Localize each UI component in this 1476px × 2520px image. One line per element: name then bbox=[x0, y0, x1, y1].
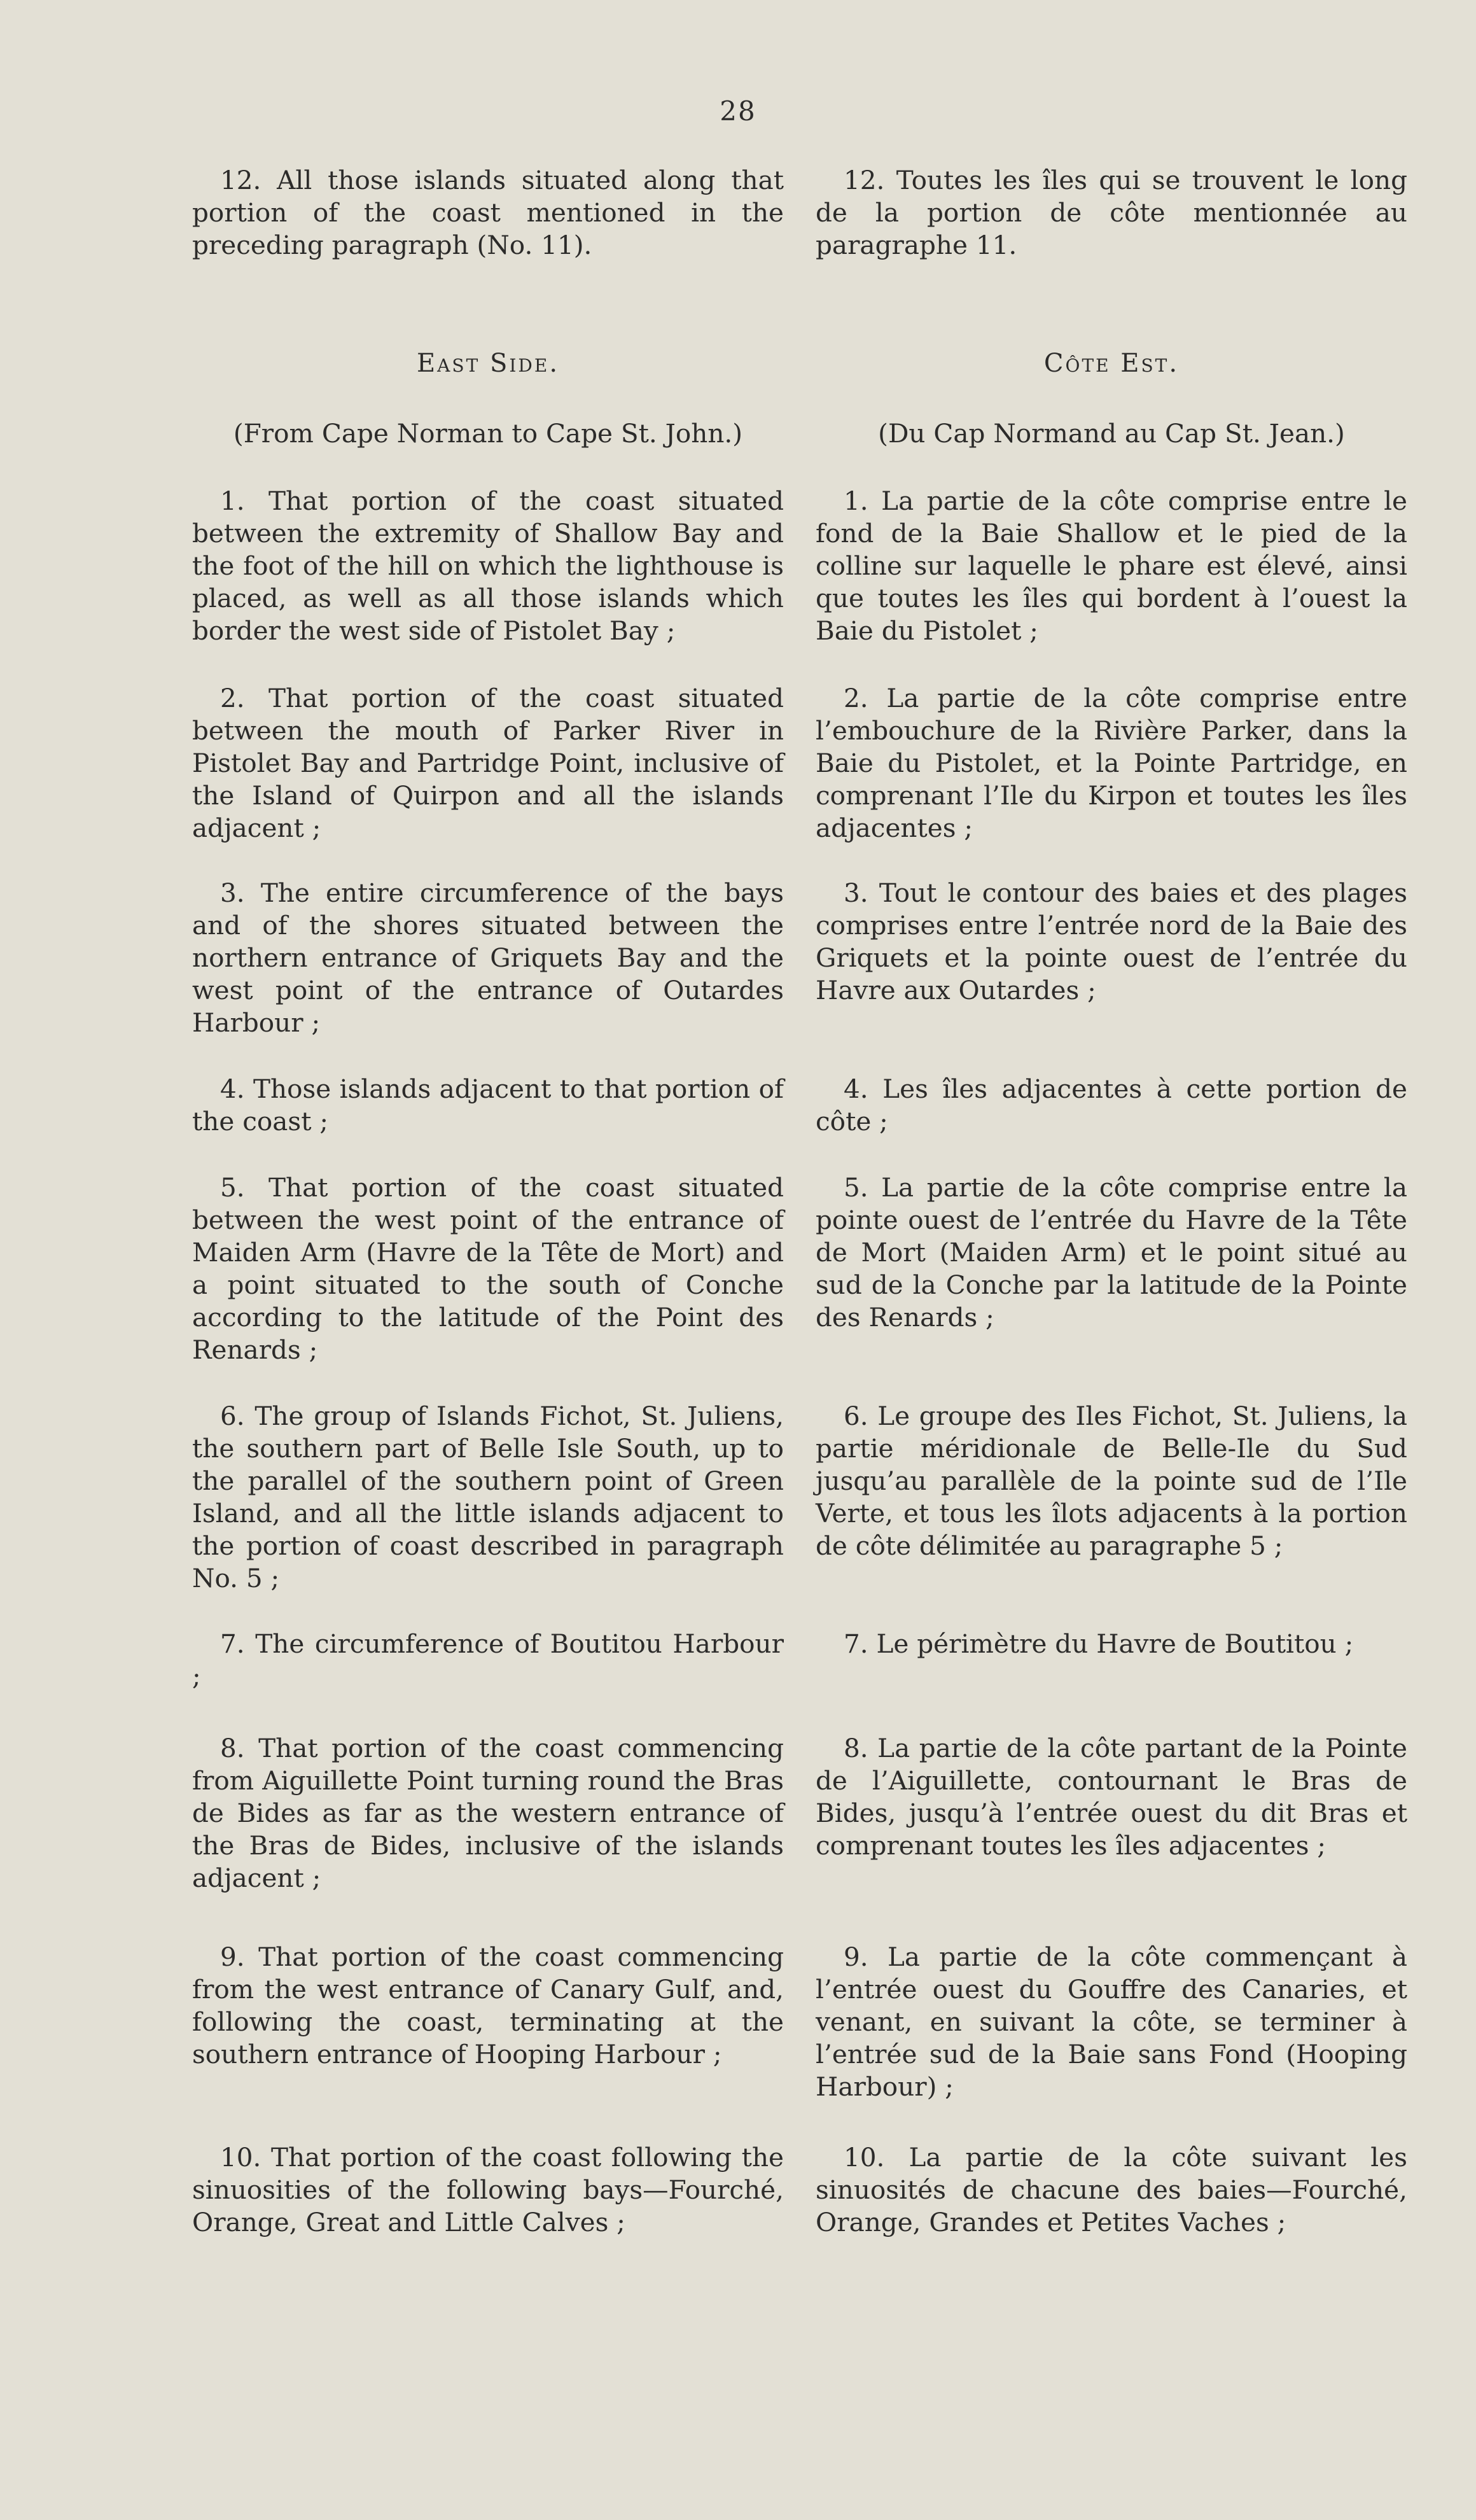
english-item-4: 4. Those islands adjacent to that portion of the coast ; bbox=[192, 1074, 784, 1137]
english-item-3: 3. The entire circumference of the bays and of the shores situated between the northern entrance of Griquets Bay and the west point of the entrance of Outardes Harbour ; bbox=[192, 878, 784, 1038]
english-item-5: 5. That portion of the coast situated between the west point of the entrance of Maiden Arm (Havre de la Tête de Mort) and a point situated to the south of Conche according to the latitude of the Point des Renards ; bbox=[192, 1172, 784, 1365]
english-item-10: 10. That portion of the coast following the sinuosities of the following bays—Fourché, Orange, Great and Little Calves ; bbox=[192, 2142, 784, 2237]
french-item-10: 10. La partie de la côte suivant les sinuosités de chacune des baies—Fourché, Orange, Grandes et Petites Vaches ; bbox=[816, 2142, 1407, 2237]
english-item-1: 1. That portion of the coast situated between the extremity of Shallow Bay and the foot of the hill on which the lighthouse is placed, as well as all those islands which border the west side of Pistolet Bay ; bbox=[192, 486, 784, 646]
french-item-5: 5. La partie de la côte comprise entre la pointe ouest de l’entrée du Havre de la Tête de Mort (Maiden Arm) et le point situé au sud de la Conche par la latitude de la Pointe des Renards ; bbox=[816, 1172, 1407, 1333]
french-section-heading: Côte Est. bbox=[1043, 349, 1180, 378]
english-intro-paragraph: 12. All those islands situated along that portion of the coast mentioned in the preceding paragraph (No. 11). bbox=[192, 165, 784, 260]
french-item-4: 4. Les îles adjacentes à cette portion de côte ; bbox=[816, 1074, 1407, 1137]
english-item-7: 7. The circumference of Boutitou Harbour ; bbox=[192, 1628, 784, 1691]
french-section-subheading: (Du Cap Normand au Cap St. Jean.) bbox=[878, 418, 1345, 449]
french-item-9: 9. La partie de la côte commençant à l’entrée ouest du Gouffre des Canaries, et venant, en suivant la côte, se terminer à l’entrée sud de la Baie sans Fond (Hooping Harbour) ; bbox=[816, 1942, 1407, 2102]
english-item-8: 8. That portion of the coast commencing from Aiguillette Point turning round the Bras de Bides as far as the western entrance of the Bras de Bides, inclusive of the islands adjacent ; bbox=[192, 1733, 784, 1893]
french-item-7: 7. Le périmètre du Havre de Boutitou ; bbox=[844, 1628, 1354, 1659]
english-item-6: 6. The group of Islands Fichot, St. Juliens, the southern part of Belle Isle South, up to the parallel of the southern point of Green Island, and all the little islands adjacent to the portion of coast described in paragraph No. 5 ; bbox=[192, 1401, 784, 1593]
english-section-subheading: (From Cape Norman to Cape St. John.) bbox=[233, 418, 743, 449]
french-item-8: 8. La partie de la côte partant de la Pointe de l’Aiguillette, contournant le Bras de Bides, jusqu’à l’entrée ouest du dit Bras et comprenant toutes les îles adjacentes ; bbox=[816, 1733, 1407, 1861]
french-item-2: 2. La partie de la côte comprise entre l’embouchure de la Rivière Parker, dans la Baie du Pistolet, et la Pointe Partridge, en comprenant l’Ile du Kirpon et toutes les îles adjacentes ; bbox=[816, 683, 1407, 843]
french-item-6: 6. Le groupe des Iles Fichot, St. Juliens, la partie méridionale de Belle-Ile du Sud jusqu’au parallèle de la pointe sud de l’Ile Verte, et tous les îlots adjacents à la portion de côte délimitée au paragraphe 5 ; bbox=[816, 1401, 1407, 1561]
english-section-heading: East Side. bbox=[416, 349, 560, 378]
french-item-3: 3. Tout le contour des baies et des plages comprises entre l’entrée nord de la Baie des Griquets et la pointe ouest de l’entrée du Havre aux Outardes ; bbox=[816, 878, 1407, 1005]
page-number: 28 bbox=[720, 95, 756, 127]
french-item-1: 1. La partie de la côte comprise entre le fond de la Baie Shallow et le pied de la colline sur laquelle le phare est élevé, ainsi que toutes les îles qui bordent à l’ouest la Baie du Pistolet ; bbox=[816, 486, 1407, 646]
french-intro-paragraph: 12. Toutes les îles qui se trouvent le long de la portion de côte mentionnée au paragraphe 11. bbox=[816, 165, 1407, 260]
english-item-2: 2. That portion of the coast situated between the mouth of Parker River in Pistolet Bay and Partridge Point, inclusive of the Island of Quirpon and all the islands adjacent ; bbox=[192, 683, 784, 843]
english-item-9: 9. That portion of the coast commencing from the west entrance of Canary Gulf, and, following the coast, terminating at the southern entrance of Hooping Harbour ; bbox=[192, 1942, 784, 2069]
